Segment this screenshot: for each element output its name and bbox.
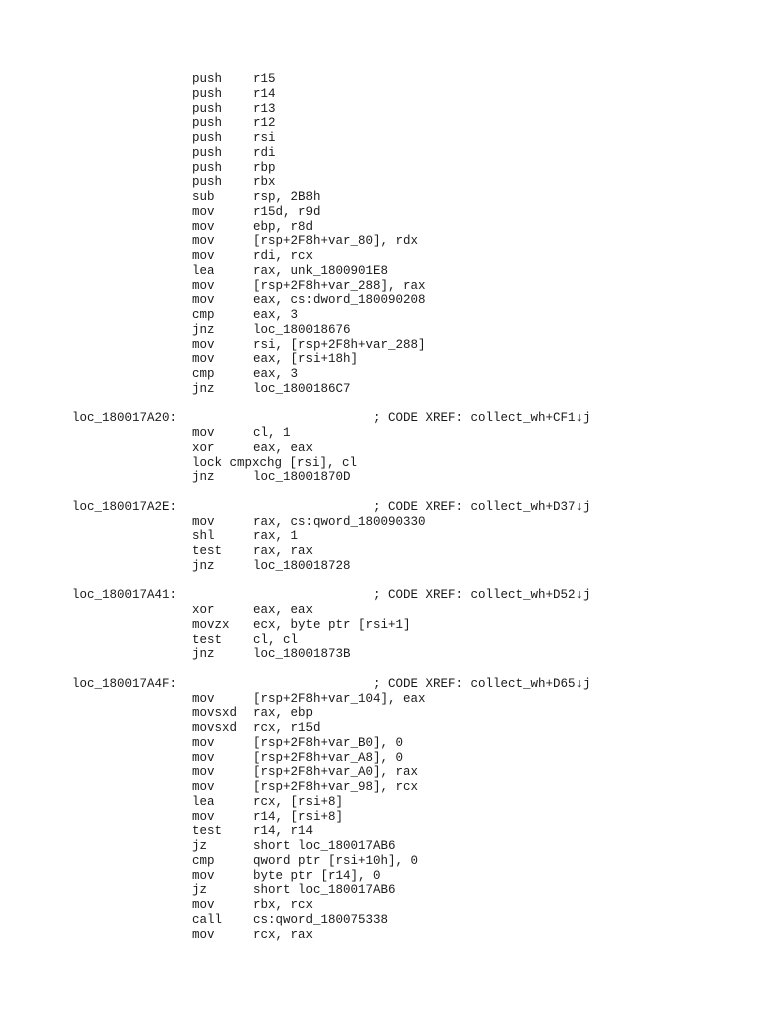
mnemonic: mov	[192, 278, 215, 293]
mnemonic: movzx	[192, 617, 230, 632]
operands: eax, 3	[253, 308, 299, 322]
mnemonic: mov	[192, 780, 215, 794]
mnemonic: mov	[192, 750, 215, 765]
operands: r14, r14	[253, 824, 314, 839]
mnemonic: mov	[192, 514, 215, 529]
xref-comment[interactable]: ; CODE XREF: collect_wh+D65↓j	[373, 676, 591, 691]
mnemonic: mov	[192, 249, 215, 263]
operands: ebp, r8d	[253, 219, 314, 234]
code-label[interactable]: loc_180017A41:	[72, 588, 178, 603]
mnemonic: jnz	[192, 558, 215, 573]
operands: rbx, rcx	[253, 898, 314, 912]
mnemonic: mov	[192, 868, 215, 883]
mnemonic: mov	[192, 765, 215, 780]
operands: eax, cs:dword_180090208	[253, 293, 426, 308]
operands: cl, cl	[253, 632, 299, 647]
xref-comment[interactable]: ; CODE XREF: collect_wh+CF1↓j	[373, 411, 591, 426]
operands: [rsp+2F8h+var_80], rdx	[253, 234, 419, 249]
mnemonic: push	[192, 86, 223, 101]
operands: ecx, byte ptr [rsi+1]	[253, 617, 411, 632]
operands: [rsp+2F8h+var_288], rax	[253, 278, 426, 293]
code-label[interactable]: loc_180017A2E:	[72, 499, 178, 514]
mnemonic: call	[192, 912, 223, 927]
mnemonic: mov	[192, 426, 215, 440]
mnemonic: push	[192, 72, 223, 86]
mnemonic: jnz	[192, 322, 215, 337]
operands[interactable]: cs:qword_180075338	[253, 912, 389, 927]
operands: eax, eax	[253, 440, 314, 455]
operands: rbx	[253, 175, 276, 190]
operands: rcx, r15d	[253, 721, 321, 735]
mnemonic: push	[192, 175, 223, 190]
mnemonic: shl	[192, 529, 215, 544]
mnemonic: test	[192, 544, 223, 558]
operands: qword ptr [rsi+10h], 0	[253, 853, 419, 868]
operands: rcx, [rsi+8]	[253, 794, 344, 809]
operands: loc_1800186C7	[253, 381, 351, 396]
operands: eax, 3	[253, 367, 299, 381]
operands: rsp, 2B8h	[253, 190, 321, 204]
operands: rax, ebp	[253, 706, 314, 721]
operands[interactable]: short loc_180017AB6	[253, 839, 396, 853]
operands: rbp	[253, 160, 276, 175]
operands: r15d, r9d	[253, 204, 321, 219]
operands: [rsp+2F8h+var_98], rcx	[253, 780, 419, 794]
operands: [rsp+2F8h+var_104], eax	[253, 691, 426, 706]
operands: [rsp+2F8h+var_A0], rax	[253, 765, 419, 780]
mnemonic: mov	[192, 809, 215, 824]
mnemonic: jnz	[192, 381, 215, 396]
mnemonic: jnz	[192, 470, 215, 485]
mnemonic: push	[192, 160, 223, 175]
mnemonic: test	[192, 824, 223, 839]
mnemonic: mov	[192, 927, 215, 942]
operands[interactable]: loc_18001873B	[253, 647, 351, 662]
operands: rax, unk_1800901E8	[253, 263, 389, 278]
operands: rax, cs:qword_180090330	[253, 514, 426, 529]
mnemonic: push	[192, 131, 223, 145]
instruction-text: lock cmpxchg [rsi], cl	[192, 455, 358, 470]
operands: rdi, rcx	[253, 249, 314, 263]
operands: rsi	[253, 131, 276, 145]
operands: [rsp+2F8h+var_B0], 0	[253, 735, 404, 750]
code-label[interactable]: loc_180017A4F:	[72, 676, 178, 691]
mnemonic: jnz	[192, 647, 215, 662]
mnemonic: push	[192, 101, 223, 116]
operands: r14, [rsi+8]	[253, 809, 344, 824]
mnemonic: mov	[192, 691, 215, 706]
mnemonic: mov	[192, 219, 215, 234]
mnemonic: jz	[192, 883, 208, 898]
mnemonic: lea	[192, 263, 215, 278]
mnemonic: mov	[192, 234, 215, 249]
operands: rcx, rax	[253, 927, 314, 942]
operands[interactable]: loc_180018728	[253, 558, 351, 573]
operands[interactable]: short loc_180017AB6	[253, 883, 396, 898]
mnemonic: mov	[192, 337, 215, 352]
operands: r15	[253, 72, 276, 86]
operands: loc_180018676	[253, 322, 351, 337]
mnemonic: push	[192, 116, 223, 131]
mnemonic: jz	[192, 839, 208, 853]
mnemonic: xor	[192, 603, 215, 617]
operands[interactable]: loc_18001870D	[253, 470, 351, 485]
mnemonic: sub	[192, 190, 215, 204]
operands: rdi	[253, 145, 276, 160]
code-label[interactable]: loc_180017A20:	[72, 411, 178, 426]
operands: r14	[253, 86, 276, 101]
operands: rsi, [rsp+2F8h+var_288]	[253, 337, 426, 352]
mnemonic: mov	[192, 352, 215, 367]
operands: [rsp+2F8h+var_A8], 0	[253, 750, 404, 765]
mnemonic: push	[192, 145, 223, 160]
mnemonic: xor	[192, 440, 215, 455]
mnemonic: cmp	[192, 853, 215, 868]
mnemonic: movsxd	[192, 721, 238, 735]
mnemonic: mov	[192, 735, 215, 750]
mnemonic: cmp	[192, 367, 215, 381]
operands: eax, eax	[253, 603, 314, 617]
mnemonic: mov	[192, 293, 215, 308]
mnemonic: lea	[192, 794, 215, 809]
mnemonic: test	[192, 632, 223, 647]
xref-comment[interactable]: ; CODE XREF: collect_wh+D37↓j	[373, 499, 591, 514]
mnemonic: cmp	[192, 308, 215, 322]
operands: r13	[253, 101, 276, 116]
operands: rax, 1	[253, 529, 299, 544]
operands: byte ptr [r14], 0	[253, 868, 381, 883]
mnemonic: movsxd	[192, 706, 238, 721]
operands: r12	[253, 116, 276, 131]
operands: eax, [rsi+18h]	[253, 352, 359, 367]
mnemonic: mov	[192, 898, 215, 912]
operands: rax, rax	[253, 544, 314, 558]
xref-comment[interactable]: ; CODE XREF: collect_wh+D52↓j	[373, 588, 591, 603]
operands: cl, 1	[253, 426, 291, 440]
mnemonic: mov	[192, 204, 215, 219]
